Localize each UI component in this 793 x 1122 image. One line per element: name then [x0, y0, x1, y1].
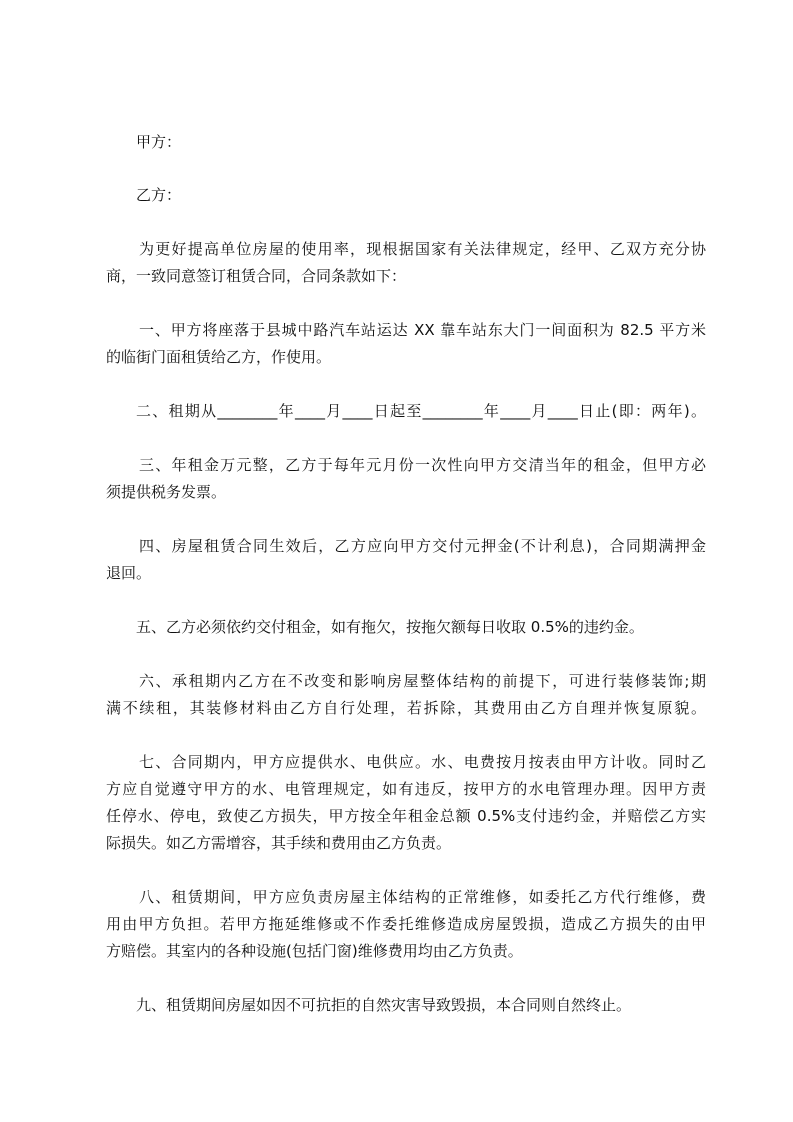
clause-4-line-2: 退回。 — [106, 564, 152, 582]
party-b-label: 乙方： — [136, 186, 182, 204]
clause-8-line-2: 用由甲方负担。若甲方拖延维修或不作委托维修造成房屋毁损，造成乙方损失的由甲 — [106, 915, 706, 933]
party-a-label: 甲方： — [136, 133, 182, 151]
clause-8-line-1: 八、租赁期间，甲方应负责房屋主体结构的正常维修，如委托乙方代行维修，费 — [139, 888, 706, 906]
clause-4-line-1: 四、房屋租赁合同生效后，乙方应向甲方交付元押金(不计利息)，合同期满押金 — [139, 537, 706, 555]
clause-8-line-3: 方赔偿。其室内的各种设施(包括门窗)维修费用均由乙方负责。 — [106, 942, 523, 960]
clause-7-line-3: 任停水、停电，致使乙方损失，甲方按全年租金总额 0.5%支付违约金，并赔偿乙方实 — [106, 807, 706, 825]
clause-9-line-1: 九、租赁期间房屋如因不可抗拒的自然灾害导致毁损，本合同则自然终止。 — [136, 996, 632, 1014]
clause-7-line-1: 七、合同期内，甲方应提供水、电供应。水、电费按月按表由甲方计收。同时乙 — [139, 753, 706, 771]
clause-5-line-1: 五、乙方必须依约交付租金，如有拖欠，按拖欠额每日收取 0.5%的违约金。 — [136, 618, 644, 636]
clause-1-line-2: 的临街门面租赁给乙方，作使用。 — [106, 348, 332, 366]
clause-6-line-1: 六、承租期内乙方在不改变和影响房屋整体结构的前提下，可进行装修装饰;期 — [139, 672, 706, 690]
clause-6-line-2: 满不续租，其装修材料由乙方自行处理，若拆除，其费用由乙方自理并恢复原貌。 — [106, 699, 706, 717]
clause-3-line-1: 三、年租金万元整，乙方于每年元月份一次性向甲方交清当年的租金，但甲方必 — [139, 456, 706, 474]
clause-7-line-4: 际损失。如乙方需增容，其手续和费用由乙方负责。 — [106, 834, 452, 852]
clause-1-line-1: 一、甲方将座落于县城中路汽车站运达 XX 靠车站东大门一间面积为 82.5 平方米 — [139, 321, 706, 339]
intro-line-1: 为更好提高单位房屋的使用率，现根据国家有关法律规定，经甲、乙双方充分协 — [139, 240, 706, 258]
clause-3-line-2: 须提供税务发票。 — [106, 483, 227, 501]
clause-7-line-2: 方应自觉遵守甲方的水、电管理规定，如有违反，按甲方的水电管理办理。因甲方责 — [106, 780, 706, 798]
clause-2-line-1: 二、租期从________年____月____日起至________年____月____日止(即：两年)。 — [136, 402, 706, 420]
intro-line-2: 商，一致同意签订租赁合同，合同条款如下： — [106, 267, 407, 285]
